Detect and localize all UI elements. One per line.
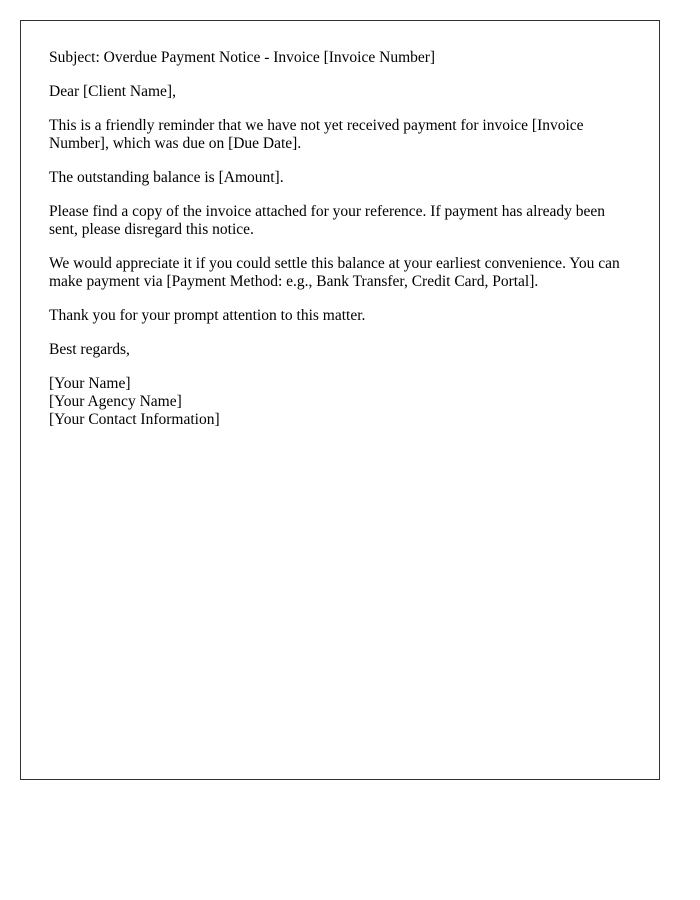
paragraph-reminder: This is a friendly reminder that we have not yet received payment for invoice [Invoice Number], which was due on [Due Date]. xyxy=(49,117,584,152)
signature-agency: [Your Agency Name] xyxy=(49,393,182,410)
subject-line: Subject: Overdue Payment Notice - Invoice [Invoice Number] xyxy=(49,49,436,66)
paragraph-attachment: Please find a copy of the invoice attached for your reference. If payment has already been sent, please disregard this notice. xyxy=(49,203,606,238)
signature-name: [Your Name] xyxy=(49,375,131,392)
closing: Best regards, xyxy=(49,341,130,358)
letter-document xyxy=(20,20,660,780)
signature-block xyxy=(49,375,631,429)
greeting: Dear [Client Name], xyxy=(49,83,176,100)
paragraph-payment-method: We would appreciate it if you could settle this balance at your earliest convenience. You can make payment via [Payment Method: e.g., Bank Transfer, Credit Card, Portal]. xyxy=(49,255,620,290)
paragraph-balance: The outstanding balance is [Amount]. xyxy=(49,169,284,186)
paragraph-thanks: Thank you for your prompt attention to this matter. xyxy=(49,307,366,324)
signature-contact: [Your Contact Information] xyxy=(49,411,220,428)
